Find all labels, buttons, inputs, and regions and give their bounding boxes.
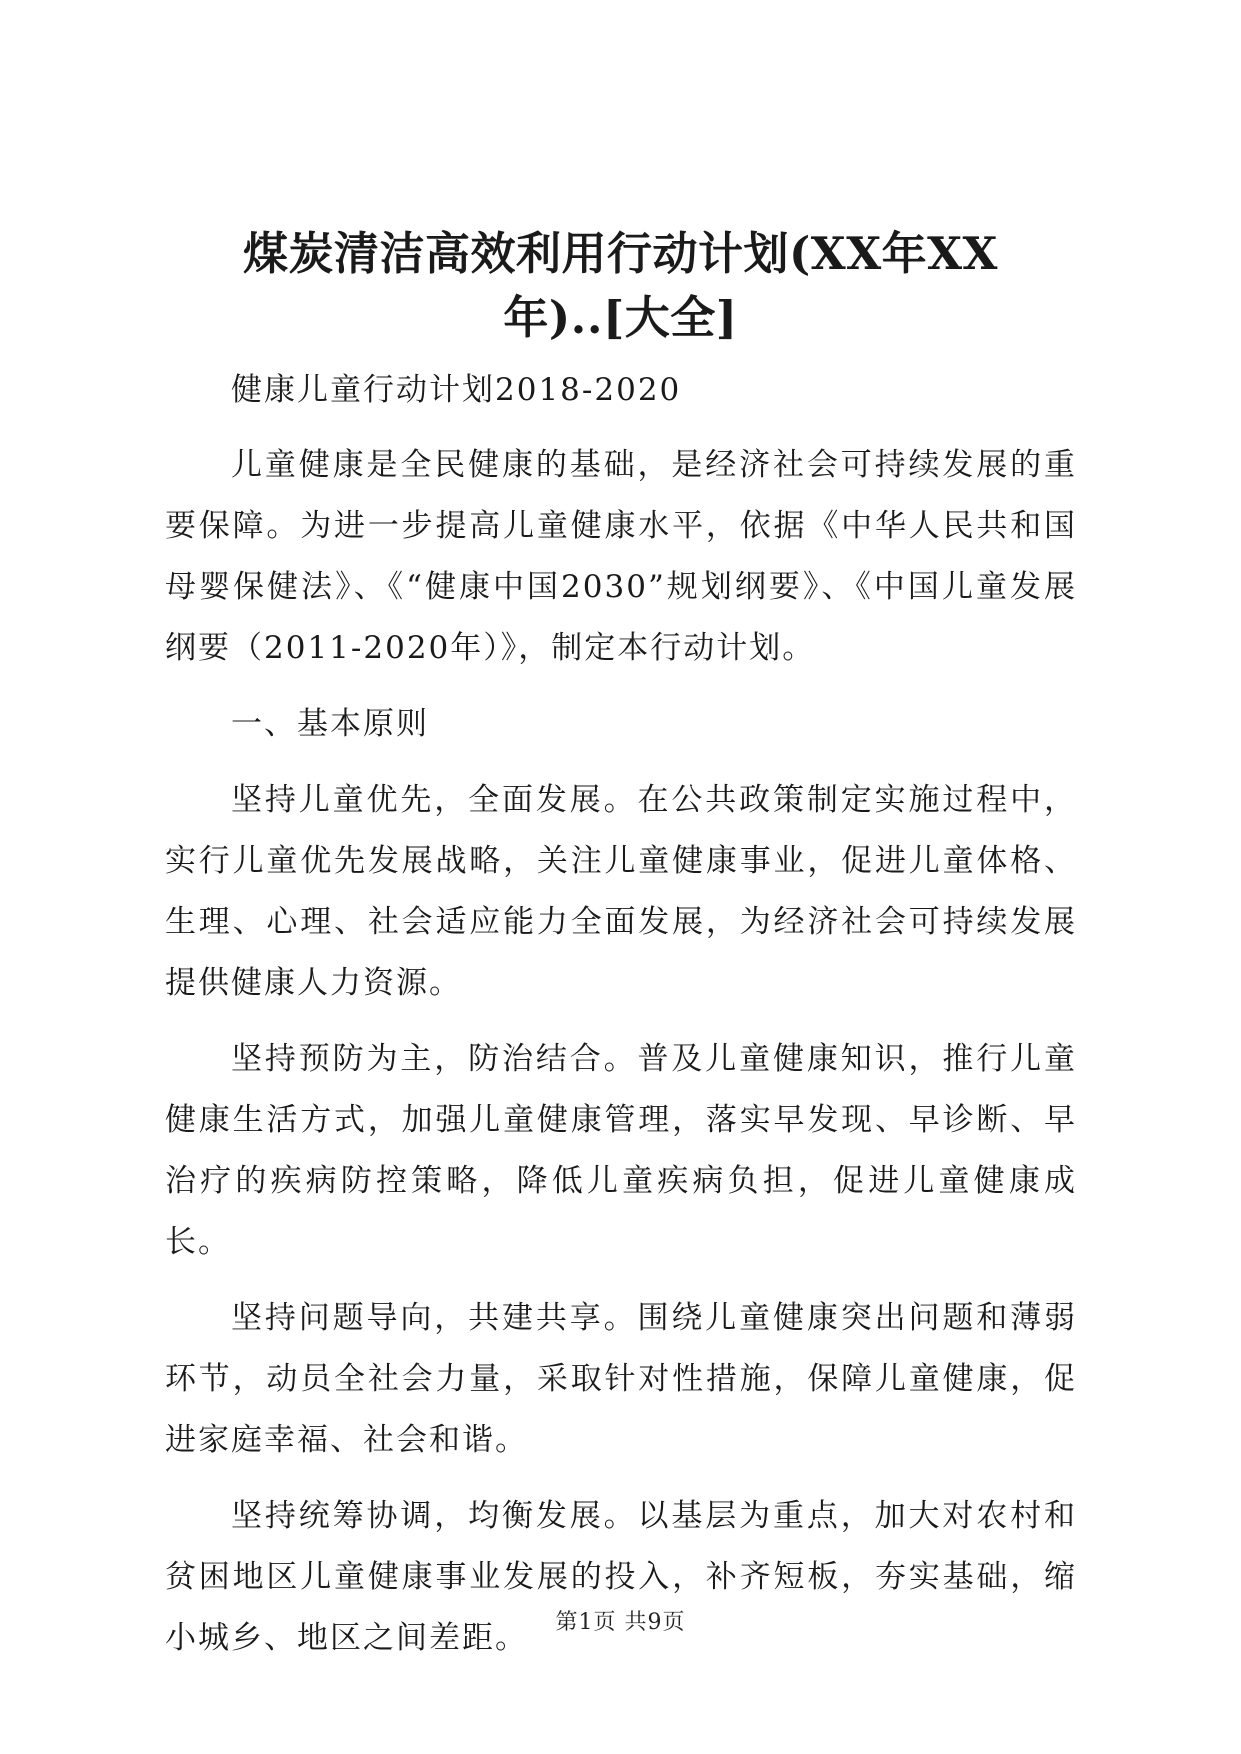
document-body (165, 360, 1077, 1684)
document-title (160, 222, 1081, 350)
title-line-2: 年)..[大全] (503, 291, 738, 344)
principle-paragraph: 坚持预防为主，防治结合。普及儿童健康知识，推行儿童健康生活方式，加强儿童健康管理，落实早发现、早诊断、早治疗的疾病防控策略，降低儿童疾病负担，促进儿童健康成长。 (165, 1041, 1077, 1260)
page-number: 第1页 共9页 (555, 1610, 686, 1635)
intro-paragraph: 儿童健康是全民健康的基础，是经济社会可持续发展的重要保障。为进一步提高儿童健康水平，依据《中华人民共和国母婴保健法》、《“健康中国2030”规划纲要》、《中国儿童发展纲要（2011-2020年）》，制定本行动计划。 (165, 447, 1077, 666)
title-line-1: 煤炭清洁高效利用行动计划(XX年XX (243, 227, 998, 280)
principle-paragraph: 坚持问题导向，共建共享。围绕儿童健康突出问题和薄弱环节，动员全社会力量，采取针对性措施，保障儿童健康，促进家庭幸福、社会和谐。 (165, 1300, 1077, 1458)
section-heading: 一、基本原则 (231, 706, 429, 742)
document-subtitle: 健康儿童行动计划2018-2020 (231, 372, 682, 408)
principle-paragraph: 坚持儿童优先，全面发展。在公共政策制定实施过程中，实行儿童优先发展战略，关注儿童健康事业，促进儿童体格、生理、心理、社会适应能力全面发展，为经济社会可持续发展提供健康人力资源。 (165, 782, 1077, 1001)
principle-paragraph: 坚持统筹协调，均衡发展。以基层为重点，加大对农村和贫困地区儿童健康事业发展的投入，补齐短板，夯实基础，缩小城乡、地区之间差距。 (165, 1498, 1077, 1656)
